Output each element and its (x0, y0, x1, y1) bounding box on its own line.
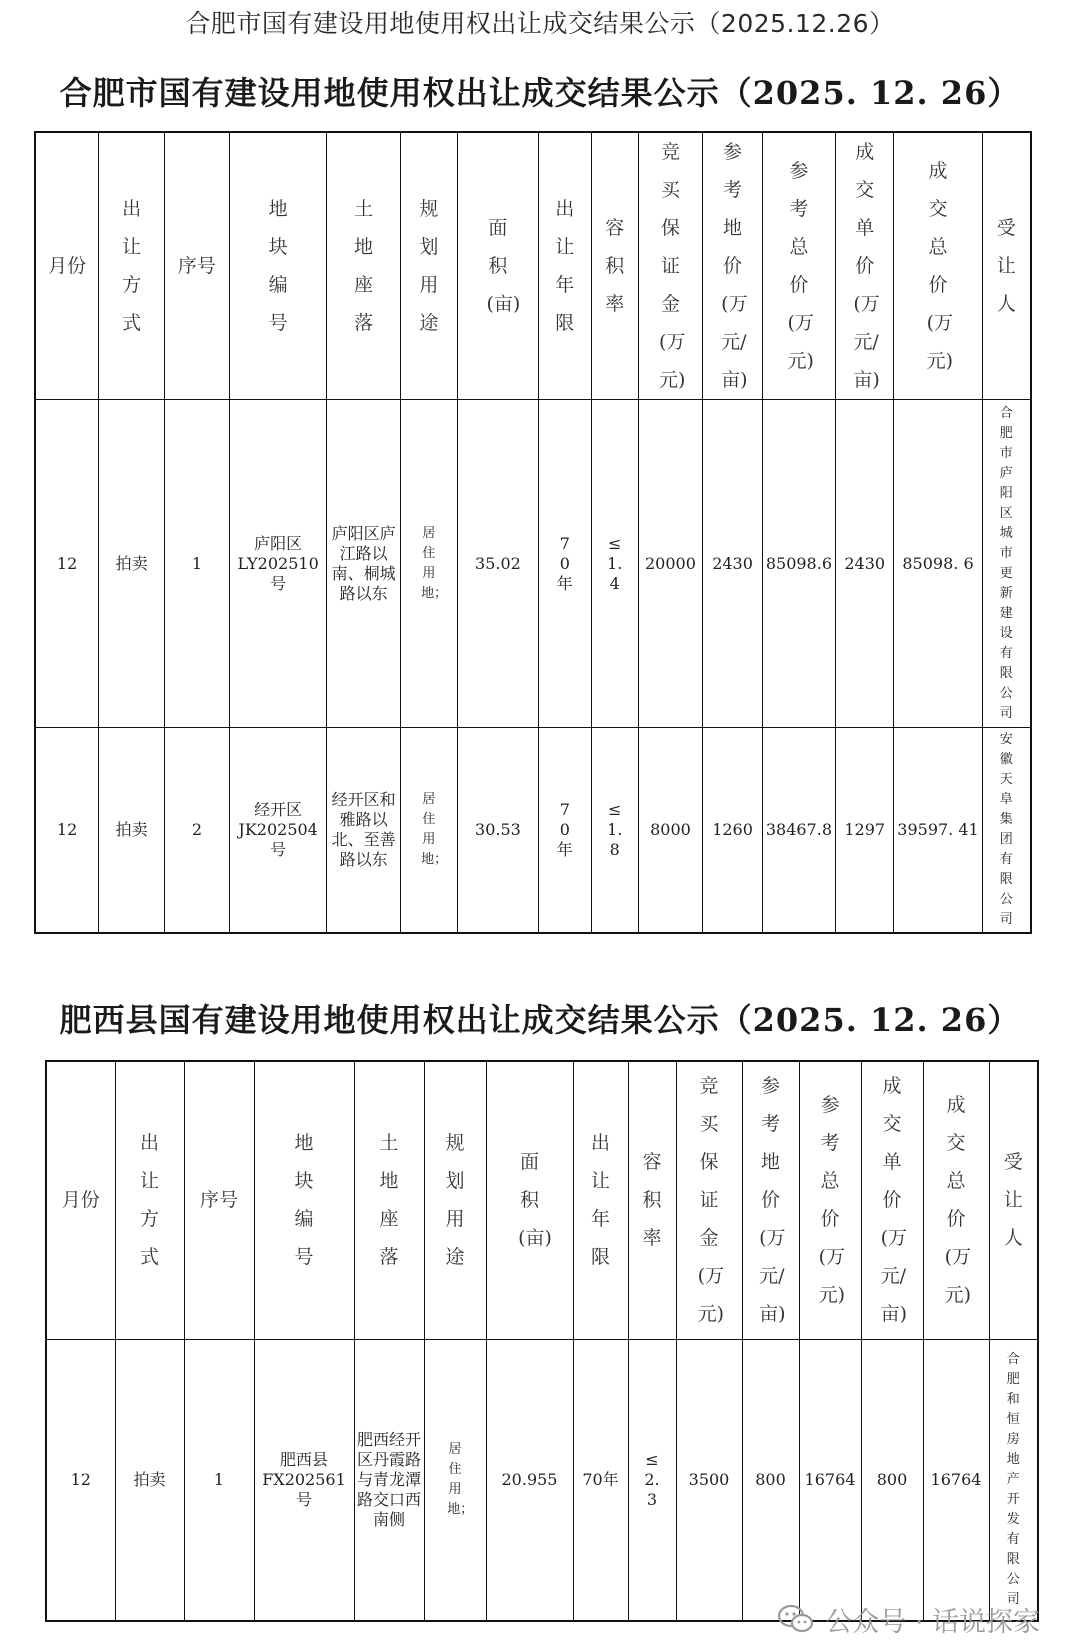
cell-usage: 居住用地； (424, 1339, 486, 1621)
cell-deposit: 3500 (676, 1339, 742, 1621)
cell-usage: 居住用地； (400, 400, 457, 728)
cell-deposit: 20000 (638, 400, 703, 728)
page-header-title: 合肥市国有建设用地使用权出让成交结果公示（2025.12.26） (185, 9, 895, 38)
watermark-text: 公众号 · 话说探家 (825, 1606, 1040, 1638)
col-header-deposit: 竞买保证金(万元) (676, 1061, 742, 1339)
cell-seq: 2 (165, 728, 230, 933)
cell-location: 庐阳区庐江路以南、桐城路以东 (327, 400, 400, 728)
table-row (35, 728, 1031, 933)
cell-deal-total: 85098. 6 (894, 400, 982, 728)
col-header-location: 土地座落 (327, 132, 400, 400)
col-header-deposit: 竞买保证金(万元) (638, 132, 703, 400)
table1-title: 合肥市国有建设用地使用权出让成交结果公示（2025. 12. 26） (59, 74, 1021, 112)
table1-header-row (35, 132, 1031, 400)
cell-term: 70年 (538, 728, 591, 933)
watermark (777, 1599, 1040, 1639)
cell-deposit: 8000 (638, 728, 703, 933)
col-header-deal-total: 成交总价(万元) (894, 132, 982, 400)
cell-deal-unit-price: 1297 (836, 728, 894, 933)
cell-far: ≤1.4 (591, 400, 638, 728)
col-header-ref-total: 参考总价(万元) (762, 132, 835, 400)
cell-ref-total: 16764 (799, 1339, 861, 1621)
cell-deal-unit-price: 2430 (836, 400, 894, 728)
col-header-plot-id: 地块编号 (229, 132, 327, 400)
col-header-ref-unit-price: 参考地价(万元/亩) (742, 1061, 799, 1339)
col-header-plot-id: 地块编号 (254, 1061, 354, 1339)
cell-far: ≤1.8 (591, 728, 638, 933)
cell-location: 经开区和雅路以北、至善路以东 (327, 728, 400, 933)
col-header-usage: 规划用途 (424, 1061, 486, 1339)
cell-location: 肥西经开区丹霞路与青龙潭路交口西南侧 (354, 1339, 424, 1621)
table2 (45, 1060, 1039, 1622)
cell-area: 30.53 (458, 728, 539, 933)
table2-header-row (46, 1061, 1038, 1339)
col-header-term: 出让年限 (538, 132, 591, 400)
cell-area: 20.955 (486, 1339, 573, 1621)
cell-far: ≤2.3 (628, 1339, 676, 1621)
col-header-method: 出让方式 (99, 132, 165, 400)
cell-term: 70年 (538, 400, 591, 728)
cell-ref-unit-price: 800 (742, 1339, 799, 1621)
cell-usage: 居住用地； (400, 728, 457, 933)
cell-method: 拍卖 (99, 400, 165, 728)
col-header-buyer: 受让人 (989, 1061, 1038, 1339)
cell-term: 70年 (573, 1339, 628, 1621)
cell-seq: 1 (184, 1339, 254, 1621)
cell-ref-unit-price: 2430 (703, 400, 762, 728)
col-header-area: 面积(亩) (486, 1061, 573, 1339)
col-header-area: 面积(亩) (458, 132, 539, 400)
col-header-far: 容积率 (591, 132, 638, 400)
cell-plot-id: 庐阳区LY202510号 (229, 400, 327, 728)
cell-method: 拍卖 (115, 1339, 184, 1621)
cell-area: 35.02 (458, 400, 539, 728)
cell-month: 12 (35, 400, 99, 728)
cell-plot-id: 经开区JK202504号 (229, 728, 327, 933)
cell-deal-total: 16764 (923, 1339, 989, 1621)
col-header-buyer: 受让人 (982, 132, 1031, 400)
col-header-deal-total: 成交总价(万元) (923, 1061, 989, 1339)
col-header-seq: 序号 (184, 1061, 254, 1339)
col-header-seq: 序号 (165, 132, 230, 400)
cell-buyer: 安徽天阜集团有限公司 (982, 728, 1031, 933)
col-header-month: 月份 (46, 1061, 115, 1339)
table-row (35, 400, 1031, 728)
wechat-icon (777, 1604, 815, 1634)
col-header-method: 出让方式 (115, 1061, 184, 1339)
cell-method: 拍卖 (99, 728, 165, 933)
col-header-usage: 规划用途 (400, 132, 457, 400)
col-header-term: 出让年限 (573, 1061, 628, 1339)
cell-month: 12 (46, 1339, 115, 1621)
col-header-ref-unit-price: 参考地价(万元/亩) (703, 132, 762, 400)
cell-deal-total: 39597. 41 (894, 728, 982, 933)
cell-buyer: 合肥市庐阳区城市更新建设有限公司 (982, 400, 1031, 728)
col-header-location: 土地座落 (354, 1061, 424, 1339)
table1 (34, 131, 1032, 934)
col-header-month: 月份 (35, 132, 99, 400)
cell-seq: 1 (165, 400, 230, 728)
cell-plot-id: 肥西县FX202561号 (254, 1339, 354, 1621)
cell-ref-total: 85098.6 (762, 400, 835, 728)
cell-ref-total: 38467.8 (762, 728, 835, 933)
table-row (46, 1339, 1038, 1621)
cell-month: 12 (35, 728, 99, 933)
table2-title: 肥西县国有建设用地使用权出让成交结果公示（2025. 12. 26） (59, 1001, 1021, 1039)
cell-deal-unit-price: 800 (861, 1339, 923, 1621)
cell-buyer: 合肥和恒房地产开发有限公司 (989, 1339, 1038, 1621)
col-header-far: 容积率 (628, 1061, 676, 1339)
col-header-deal-unit-price: 成交单价(万元/亩) (861, 1061, 923, 1339)
col-header-ref-total: 参考总价(万元) (799, 1061, 861, 1339)
col-header-deal-unit-price: 成交单价(万元/亩) (836, 132, 894, 400)
cell-ref-unit-price: 1260 (703, 728, 762, 933)
